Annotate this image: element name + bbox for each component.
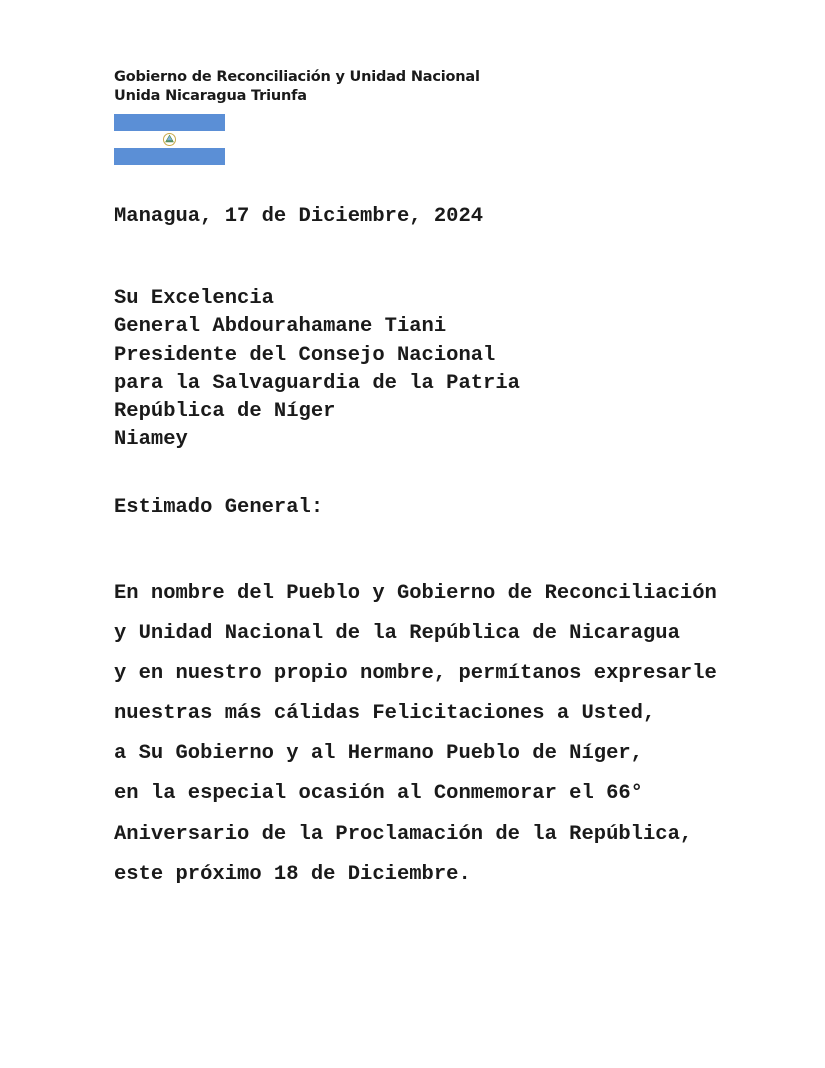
recipient-line: República de Níger [114,400,336,424]
recipient-block [114,285,520,455]
salutation: Estimado General: [114,496,324,519]
recipient-line: Presidente del Consejo Nacional [114,343,496,367]
recipient-line: Su Excelencia [114,287,274,310]
body-line: y Unidad Nacional de la República de Nicaragua [114,622,680,646]
letterhead-government-name: Gobierno de Reconciliación y Unidad Nacional [114,69,480,85]
letter-date: Managua, 17 de Diciembre, 2024 [114,205,484,228]
flag-bottom-stripe [114,148,225,165]
letter-body [114,574,717,895]
recipient-line: Niamey [114,428,188,452]
letterhead [114,68,480,106]
letterhead-slogan: Unida Nicaragua Triunfa [114,88,307,104]
body-line: a Su Gobierno y al Hermano Pueblo de Níger, [114,742,643,766]
recipient-line: General Abdourahamane Tiani [114,315,447,339]
nicaragua-flag-icon [114,114,225,165]
recipient-line: para la Salvaguardia de la Patria [114,371,520,395]
coat-of-arms-icon [162,131,177,148]
body-line: en la especial ocasión al Conmemorar el 66° [114,782,643,806]
body-line: este próximo 18 de Diciembre. [114,862,471,886]
body-line: nuestras más cálidas Felicitaciones a Usted, [114,702,656,726]
body-line: En nombre del Pueblo y Gobierno de Reconciliación [114,582,717,605]
body-line: Aniversario de la Proclamación de la República, [114,822,693,846]
flag-top-stripe [114,114,225,131]
body-line: y en nuestro propio nombre, permítanos expresarle [114,662,717,686]
